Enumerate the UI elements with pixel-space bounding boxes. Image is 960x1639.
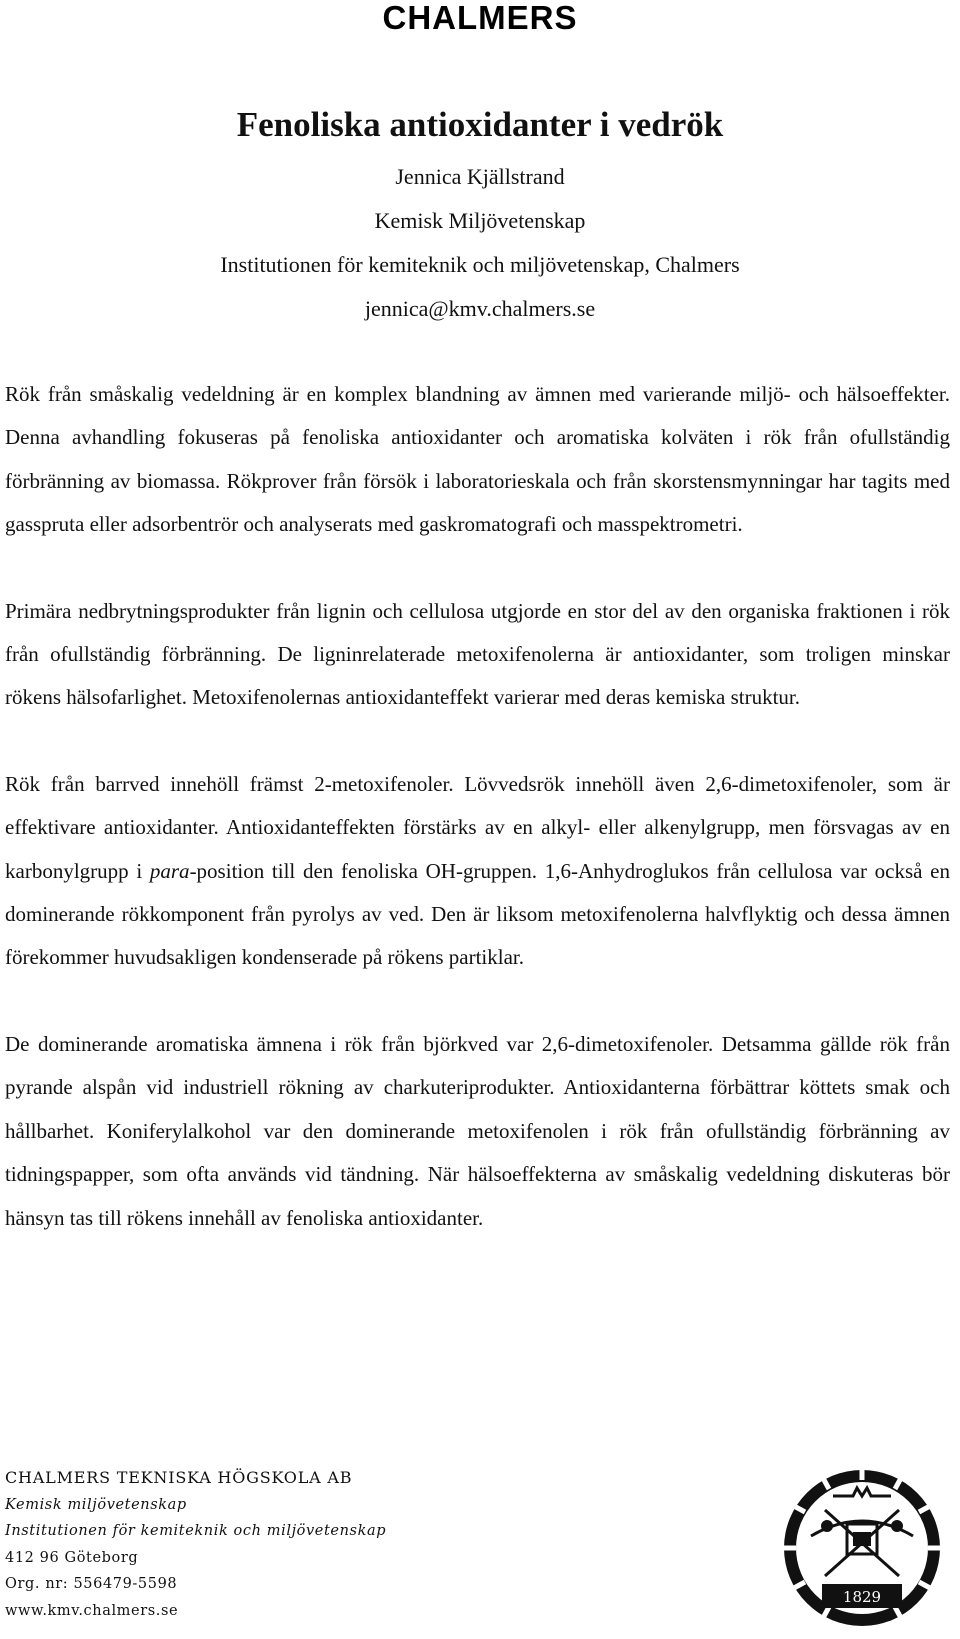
paragraph-3 [5,763,950,980]
paragraph-3-part-b: -position till den fenoliska OH-gruppen. 1,6-Anhydroglukos från cellulosa var också en dominerande rökkomponent från pyrolys av ved. Den är liksom metoxifenolerna halvflyktig och dessa ämnen förekommer huvudsakligen kondenserade på rökens partiklar. [5,858,950,970]
page-title: Fenoliska antioxidanter i vedrök [236,105,724,144]
author-department: Institutionen för kemiteknik och miljövetenskap, Chalmers [220,252,740,277]
para-italic: para [149,858,190,883]
footer-org-name: CHALMERS TEKNISKA HÖGSKOLA AB [5,1468,353,1487]
paragraph-3-part-a: Rök från barrved innehöll främst 2-metoxifenoler. Lövvedsrök innehöll även 2,6-dimetoxifenoler, som är effektivare antioxidanter. Antioxidanteffekten förstärks av en alkyl- eller alkenylgrupp, men försvagas av en karbonylgrupp i [5,771,950,883]
paragraph-4: De dominerande aromatiska ämnena i rök från björkved var 2,6-dimetoxifenoler. Detsamma gällde rök från pyrande alspån vid industriell rökning av charkuteriprodukter. Antioxidanterna förbättrar köttets smak och hållbarhet. Koniferylalkohol var den dominerande metoxifenolen i rök från ofullständig förbränning av tidningspapper, som ofta används vid tändning. När hälsoeffekterna av småskalig vedeldning diskuteras bör hänsyn tas till rökens innehåll av fenoliska antioxidanter. [5,1031,950,1230]
document-header [0,100,960,331]
footer-postal-address: 412 96 Göteborg [5,1549,139,1566]
author-name: Jennica Kjällstrand [395,164,565,189]
chalmers-seal-icon [775,1466,950,1636]
paragraph-1: Rök från småskalig vedeldning är en komplex blandning av ämnen med varierande miljö- och hälsoeffekter. Denna avhandling fokuseras på fenoliska antioxidanter och aromatiska kolväten i rök från ofullständig förbränning av biomassa. Rökprover från försök i laboratorieskala och från skorstensmynningar har tagits med gasspruta eller adsorbentrör och analyserats med gaskromatografi och masspektrometri. [5,382,950,537]
paragraph-2: Primära nedbrytningsprodukter från lignin och cellulosa utgjorde en stor del av den organiska fraktionen i rök från ofullständig förbränning. De ligninrelaterade metoxifenolerna är antioxidanter, som troligen minskar rökens hälsofarlighet. Metoxifenolernas antioxidanteffekt varierar med deras kemiska struktur. [5,598,950,710]
seal-year: 1829 [842,1588,882,1606]
author-email[interactable]: jennica@kmv.chalmers.se [364,296,596,321]
footer-division: Kemisk miljövetenskap [5,1496,187,1513]
abstract-body [5,373,950,1283]
footer-org-number: Org. nr: 556479-5598 [5,1576,178,1592]
author-division: Kemisk Miljövetenskap [374,208,586,233]
chalmers-logo: CHALMERS [382,0,578,36]
footer-address-block [5,1465,386,1624]
footer-department: Institutionen för kemiteknik och miljövetenskap [5,1523,387,1539]
footer-website[interactable]: www.kmv.chalmers.se [5,1602,179,1619]
